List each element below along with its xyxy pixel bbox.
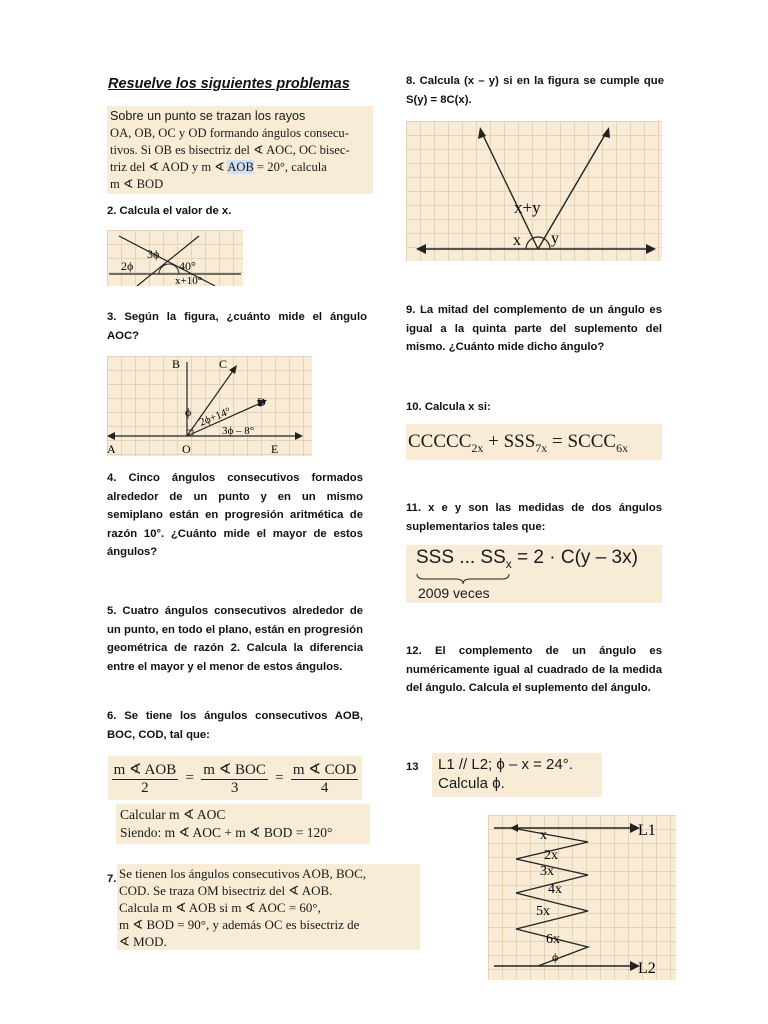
- fig13-label-6x: 6x: [546, 932, 560, 947]
- problem-13-figure: [488, 815, 676, 980]
- fraction-aob-den: 2: [141, 779, 149, 796]
- fig3-label-e1: 2ϕ+14°: [197, 405, 233, 429]
- problem-7-line-1: Se tienen los ángulos consecutivos AOB, BOC,: [119, 866, 366, 881]
- fraction-boc: [201, 760, 268, 797]
- fraction-cod-num: m ∢ COD: [292, 761, 357, 778]
- problem-10-equation: $CCCCC_{2x} + SSS_{7x}$ = $SCCC_{6x}$: [406, 424, 662, 460]
- problem-1-line-4: triz del ∢ AOD y m ∢ AOB = 20°, calcula: [110, 160, 327, 174]
- fig3-arrow-a: [107, 432, 115, 440]
- fig8-label-x: x: [513, 232, 521, 249]
- fig13-label-phi: ϕ: [552, 950, 559, 964]
- fig8-arrow-right: [646, 244, 656, 254]
- fig3-label-c: C: [219, 357, 228, 371]
- problem-7-line-2: COD. Se traza OM bisectriz del ∢ AOB.: [119, 883, 333, 898]
- fig2-label-a: 2ϕ: [121, 259, 134, 273]
- problem-7-number: 7.: [107, 873, 117, 885]
- fraction-boc-num: m ∢ BOC: [203, 761, 266, 778]
- problem-13-line-2: Calcula ϕ.: [438, 775, 505, 792]
- problem-2-figure: [107, 230, 243, 286]
- problem-11-formula: SSS ... $SS_x = 2 \cdot C(y - 3x)$: [416, 547, 638, 571]
- fig13-label-4x: 4x: [548, 882, 562, 897]
- problem-13-number: 13: [406, 761, 419, 773]
- underbrace: [416, 573, 510, 585]
- fig13-label-2x: 2x: [544, 848, 558, 863]
- problem-7-box: [117, 864, 420, 950]
- fig3-label-d: D: [257, 395, 266, 409]
- problem-11-text: 11. x e y son las medidas de dos ángulos suplementarios tales que:: [406, 502, 662, 533]
- problem-1-line-3: tivos. Si OB es bisectriz del ∢ AOC, OC bisec-: [110, 143, 350, 157]
- page-title: Resuelve los siguientes problemas: [108, 76, 350, 92]
- problem-3-figure: [107, 356, 312, 456]
- problem-6-equation: [108, 756, 362, 800]
- problem-10-text: 10. Calcula x si:: [406, 401, 491, 413]
- equals-2: =: [275, 769, 284, 786]
- fig3-label-b: B: [172, 357, 181, 371]
- fraction-aob: [112, 760, 179, 797]
- fig3-label-o: O: [182, 442, 191, 456]
- brace-label: 2009 veces: [418, 585, 490, 601]
- problem-13-line-1: L1 // L2; ϕ – x = 24°.: [438, 756, 573, 773]
- problem-13-box: [432, 753, 602, 797]
- fig2-label-b: 3ϕ: [147, 247, 160, 261]
- fig8-arc: [526, 237, 550, 249]
- angle-figure-2: [107, 230, 243, 286]
- fig13-label-l1: L1: [638, 822, 656, 839]
- problem-11-equation: [406, 545, 662, 603]
- fig8-arrow-ray-right: [602, 127, 610, 138]
- fig13-label-5x: 5x: [536, 904, 550, 919]
- problem-2-text: 2. Calcula el valor de x.: [107, 205, 232, 217]
- fig3-label-phi: ϕ: [185, 405, 192, 419]
- fraction-cod-den: 4: [320, 779, 329, 796]
- fig13-label-x: x: [540, 828, 547, 843]
- fig3-arrow-c: [229, 365, 237, 374]
- fig13-label-3x: 3x: [540, 864, 554, 879]
- problem-3-text: 3. Según la figura, ¿cuánto mide el ángulo AOC?: [107, 311, 367, 342]
- problem-4-text: 4. Cinco ángulos consecutivos formados alrededor de un punto y en un mismo semiplano están en progresión aritmética de razón 10°. ¿Cuánto mide el mayor de estos ángulos?: [107, 472, 363, 559]
- fraction-aob-num: m ∢ AOB: [113, 761, 177, 778]
- fig3-label-a: A: [107, 442, 116, 456]
- fig8-ray-left: [482, 133, 538, 249]
- problem-1-line-1: Sobre un punto se trazan los rayos: [110, 109, 306, 123]
- fraction-boc-den: 3: [230, 779, 239, 796]
- fig13-arrow-start: [510, 824, 518, 832]
- problem-8-text: 8. Calcula (x – y) si en la figura se cumple que S(y) = 8C(x).: [406, 75, 664, 106]
- problem-1-line-5: m ∢ BOD: [110, 177, 164, 191]
- problem-7-line-3: Calcula m ∢ AOB si m ∢ AOC = 60°,: [119, 900, 321, 915]
- problem-9-text: 9. La mitad del complemento de un ángulo es igual a la quinta parte del suplemento del mismo. ¿Cuánto mide dicho ángulo?: [406, 304, 662, 354]
- fig13-label-l2: L2: [638, 960, 656, 977]
- angle-figure-8: [406, 121, 662, 261]
- fig8-arrow-left: [416, 244, 426, 254]
- problem-7-line-5: ∢ MOD.: [119, 934, 167, 949]
- problem-6-calc-2: Siendo: m ∢ AOC + m ∢ BOD = 120°: [120, 825, 333, 840]
- fig2-label-c: 40°: [179, 259, 196, 273]
- fig3-label-e: E: [271, 442, 279, 456]
- problem-7-line-4: m ∢ BOD = 90°, y además OC es bisectriz de: [119, 917, 360, 932]
- fraction-cod: [291, 760, 358, 797]
- equals-1: =: [185, 769, 194, 786]
- highlight-aob: AOB: [227, 160, 254, 174]
- zigzag-figure: [488, 815, 676, 980]
- problem-12-text: 12. El complemento de un ángulo es numéricamente igual al cuadrado de la medida del ángulo. Calcula el suplemento del ángulo.: [406, 645, 662, 695]
- problem-1-box: [107, 106, 373, 194]
- fig8-label-sum: x+y: [514, 198, 541, 217]
- problem-5-text: 5. Cuatro ángulos consecutivos alrededor de un punto, en todo el plano, están en progresión geométrica de razón 2. Calcula la diferencia entre el mayor y el menor de estos ángulos.: [107, 605, 363, 673]
- fig8-label-y: y: [551, 230, 559, 247]
- fig2-label-d: x+10°: [175, 275, 203, 286]
- fig3-arrow-e: [295, 432, 303, 440]
- problem-6-calc-1: Calcular m ∢ AOC: [120, 807, 226, 822]
- problem-6-text: 6. Se tiene los ángulos consecutivos AOB, BOC, COD, tal que:: [107, 710, 363, 741]
- problem-8-figure: [406, 121, 662, 261]
- fig8-ray-right: [538, 133, 606, 249]
- angle-figure-3: [107, 356, 312, 456]
- fig3-label-e2: 3ϕ – 8°: [222, 425, 255, 437]
- problem-1-line-2: OA, OB, OC y OD formando ángulos consecu-: [110, 126, 349, 140]
- problem-6-calc: [116, 804, 370, 844]
